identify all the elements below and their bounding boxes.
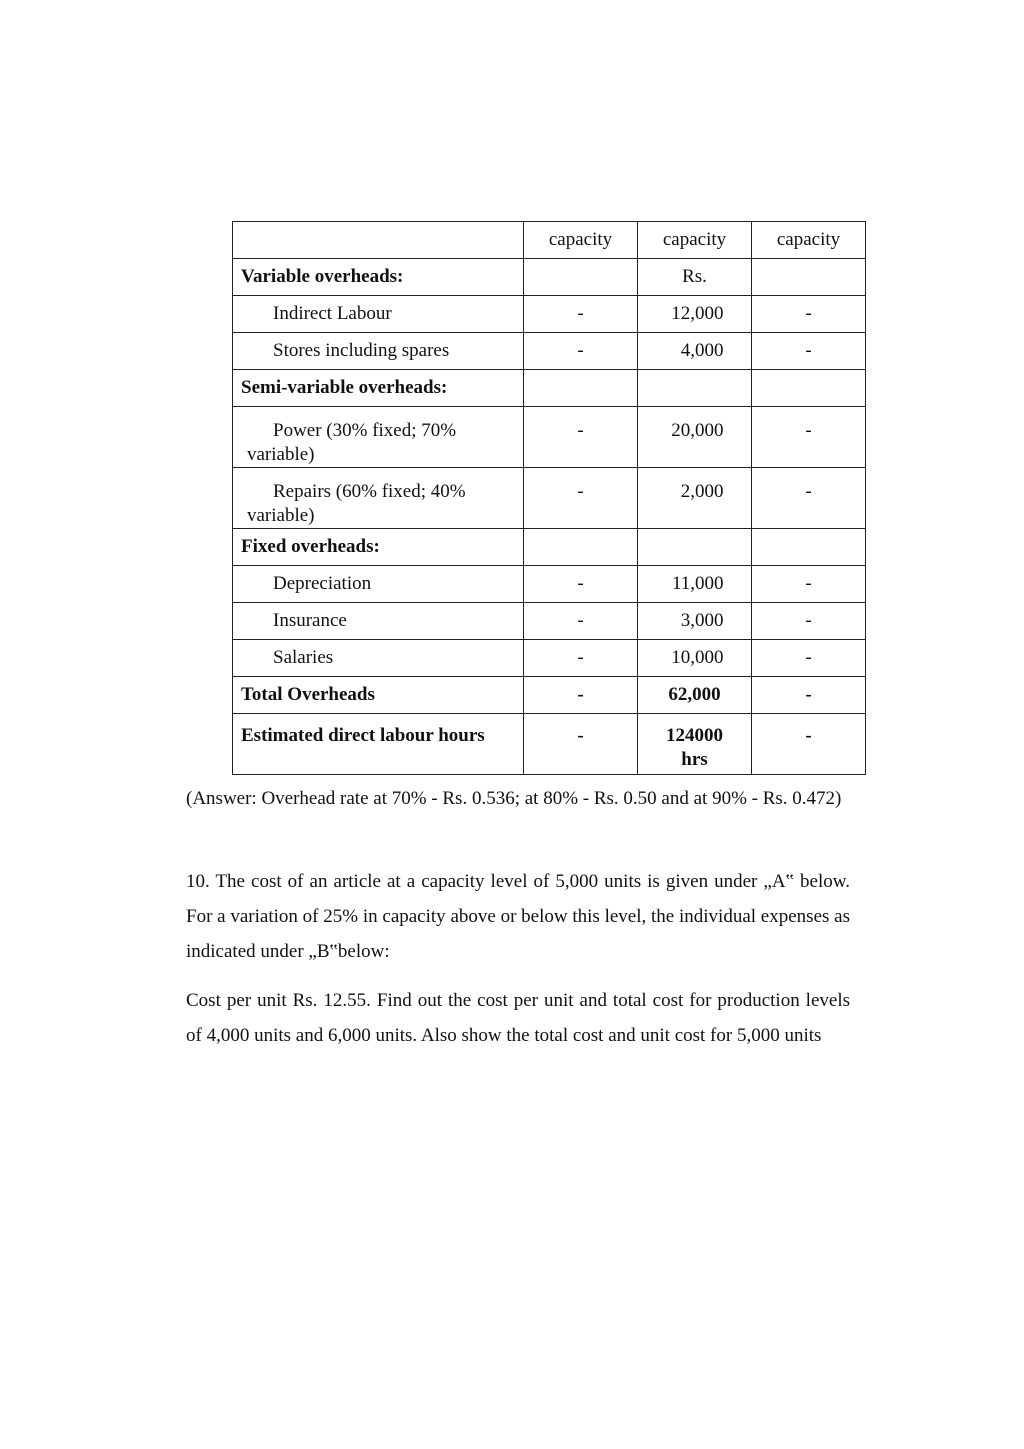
header-cell-blank	[233, 222, 524, 259]
table-cell	[638, 640, 752, 677]
currency-label: Rs.	[638, 259, 752, 296]
amount: 2,000	[680, 481, 724, 502]
cost-per-unit-text: Cost per unit Rs. 12.55. Find out the cost per unit and total cost for production levels of 4,000 units and 6,000 units. Also show the total cost and unit cost for 5,000 units	[186, 990, 850, 1046]
table-cell: -	[524, 407, 638, 468]
table-cell: -	[524, 333, 638, 370]
total-label: Total Overheads	[233, 677, 524, 714]
table-cell	[752, 370, 866, 407]
table-cell	[638, 407, 752, 468]
table-cell: -	[752, 566, 866, 603]
row-label-line: variable)	[247, 444, 315, 465]
section-label-fixed: Fixed overheads:	[233, 529, 524, 566]
total-amount: 62,000	[638, 677, 752, 714]
table-row	[233, 529, 866, 566]
table-cell	[752, 259, 866, 296]
table-cell: -	[752, 640, 866, 677]
row-label-line: Repairs (60% fixed; 40%	[273, 481, 466, 502]
table-cell: -	[524, 468, 638, 529]
table-cell: -	[524, 677, 638, 714]
table-cell: -	[524, 566, 638, 603]
table-row	[233, 333, 866, 370]
table-cell: -	[752, 407, 866, 468]
row-label: Indirect Labour	[233, 296, 524, 333]
table-row	[233, 407, 866, 468]
row-label: Stores including spares	[233, 333, 524, 370]
table-cell	[638, 370, 752, 407]
table-cell: -	[752, 333, 866, 370]
amount: 11,000	[671, 573, 724, 594]
table-row	[233, 566, 866, 603]
table-row	[233, 370, 866, 407]
amount: 3,000	[680, 610, 724, 631]
row-label: Depreciation	[233, 566, 524, 603]
question-10-text: 10. The cost of an article at a capacity level of 5,000 units is given under „A‟ below. For a variation of 25% in capacity above or below this level, the individual expenses as indicated under „B‟below:	[186, 871, 850, 962]
hours-value	[638, 714, 752, 775]
row-label	[233, 468, 524, 529]
answer-text: (Answer: Overhead rate at 70% - Rs. 0.536; at 80% - Rs. 0.50 and at 90% - Rs. 0.472)	[186, 788, 842, 809]
table-cell: -	[752, 677, 866, 714]
table-row	[233, 603, 866, 640]
amount: 12,000	[671, 303, 724, 324]
amount: 4,000	[680, 340, 724, 361]
row-label: Insurance	[233, 603, 524, 640]
row-label-line: Power (30% fixed; 70%	[273, 420, 457, 441]
table-row	[233, 296, 866, 333]
table-cell: -	[752, 714, 866, 775]
table-row-total	[233, 677, 866, 714]
table-row-hours	[233, 714, 866, 775]
table-cell: -	[752, 603, 866, 640]
overheads-table	[232, 221, 866, 775]
header-cell: capacity	[638, 222, 752, 259]
table-cell	[752, 529, 866, 566]
header-cell: capacity	[524, 222, 638, 259]
section-label-semi-variable: Semi-variable overheads:	[233, 370, 524, 407]
table-cell: -	[752, 296, 866, 333]
table-cell	[524, 529, 638, 566]
table-cell	[638, 566, 752, 603]
table-row	[233, 468, 866, 529]
table-row	[233, 640, 866, 677]
hours-number: 124000	[666, 725, 723, 746]
table-cell: -	[524, 714, 638, 775]
section-label-variable: Variable overheads:	[233, 259, 524, 296]
table-cell	[638, 468, 752, 529]
table-cell	[638, 296, 752, 333]
header-cell: capacity	[752, 222, 866, 259]
table-cell	[524, 370, 638, 407]
hours-label: Estimated direct labour hours	[233, 714, 524, 775]
amount: 10,000	[671, 647, 724, 668]
table-header-row	[233, 222, 866, 259]
table-row	[233, 259, 866, 296]
row-label	[233, 407, 524, 468]
table-cell	[638, 603, 752, 640]
table-cell: -	[524, 296, 638, 333]
table-cell	[638, 333, 752, 370]
table-cell: -	[524, 603, 638, 640]
table-cell	[524, 259, 638, 296]
amount: 20,000	[671, 420, 724, 441]
table-cell: -	[524, 640, 638, 677]
hours-unit: hrs	[681, 749, 708, 770]
row-label-line: variable)	[247, 505, 315, 526]
row-label: Salaries	[233, 640, 524, 677]
table-cell	[638, 529, 752, 566]
table-cell: -	[752, 468, 866, 529]
